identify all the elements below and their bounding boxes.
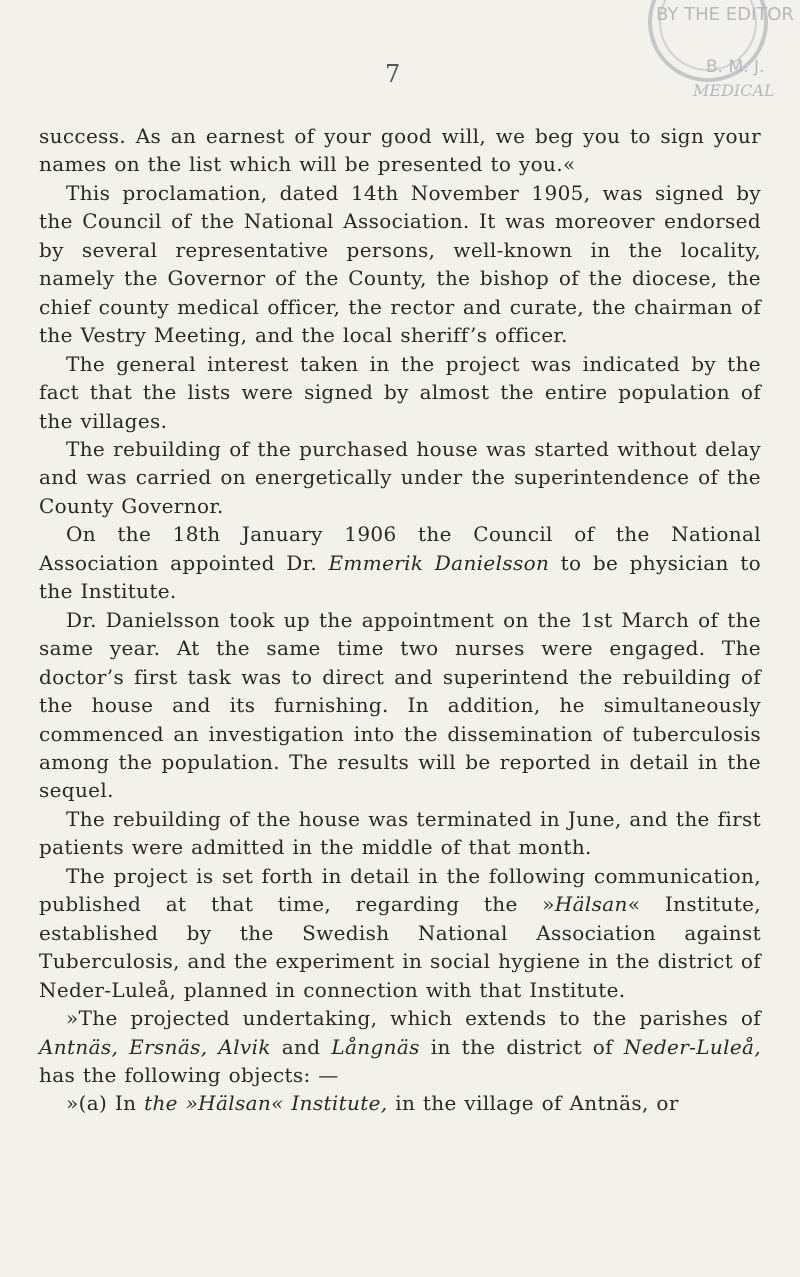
stamp-line-1: BY THE EDITOR xyxy=(656,4,794,25)
text-run: success. As an earnest of your good will, we beg you to sign your names on the list which will be presented to you.« xyxy=(39,124,761,177)
paragraph xyxy=(39,805,761,862)
paragraph xyxy=(39,350,761,435)
text-run: The rebuilding of the house was terminated in June, and the first patients were admitted in the middle of that month. xyxy=(39,806,761,860)
paragraph xyxy=(39,606,761,805)
italic-text: the »Hälsan« Institute, xyxy=(144,1091,388,1116)
text-run: On the 18th January 1906 the Council of the National Association appointed Dr. xyxy=(39,522,761,575)
paragraph xyxy=(39,862,761,1004)
stamp-line-3: MEDICAL xyxy=(693,81,775,100)
italic-text: Emmerik Danielsson xyxy=(328,550,550,575)
page-number: 7 xyxy=(385,60,401,88)
paragraph xyxy=(39,122,761,179)
italic-text: Hälsan xyxy=(554,892,628,917)
paragraph xyxy=(39,179,761,350)
body-text xyxy=(39,122,761,1118)
paragraph xyxy=(39,435,761,520)
paragraph xyxy=(39,1089,761,1117)
text-run: The general interest taken in the project was indicated by the fact that the lists were signed by almost the entire population of the villages. xyxy=(39,351,761,433)
paragraph xyxy=(39,1004,761,1089)
text-run: and xyxy=(270,1034,332,1059)
paragraph xyxy=(39,520,761,605)
text-run: in the district of xyxy=(419,1034,624,1059)
italic-text: Antnäs, Ersnäs, Alvik xyxy=(39,1034,271,1059)
italic-text: Långnäs xyxy=(331,1034,420,1059)
text-run: to be physician to the Institute. xyxy=(39,550,761,604)
text-run: has the following objects: — xyxy=(39,1062,339,1087)
text-run: »(a) In xyxy=(66,1091,145,1116)
editor-stamp xyxy=(638,0,800,102)
italic-text: Neder-Luleå, xyxy=(623,1034,762,1059)
text-run: in the village of Antnäs, or xyxy=(387,1091,679,1116)
text-run: »The projected undertaking, which extends to the parishes of xyxy=(66,1006,761,1031)
text-run: The project is set forth in detail in the following communication, published at that time, regarding the » xyxy=(39,863,761,917)
text-run: This proclamation, dated 14th November 1905, was signed by the Council of the National Association. It was moreover endorsed by several representative persons, well-known in the locality, namely the Governor of the County, the bishop of the diocese, the chief county medical officer, the rector and curate, the chairman of the Vestry Meeting, and the local sheriff’s officer. xyxy=(39,180,761,348)
stamp-line-2: B. M. J. xyxy=(706,57,765,77)
text-run: « Institute, established by the Swedish National Association against Tuberculosis, and the experiment in social hygiene in the district of Neder-Luleå, planned in connection with that Institute. xyxy=(39,892,761,1002)
text-run: Dr. Danielsson took up the appointment on the 1st March of the same year. At the same time two nurses were engaged. The doctor’s first task was to direct and superintend the rebuilding of the house and its furnishing. In addition, he simultaneously commenced an investigation into the dissemination of tuberculosis among the population. The results will be reported in detail in the sequel. xyxy=(39,607,761,803)
text-run: The rebuilding of the purchased house was started without delay and was carried on energetically under the superintendence of the County Governor. xyxy=(39,436,761,518)
